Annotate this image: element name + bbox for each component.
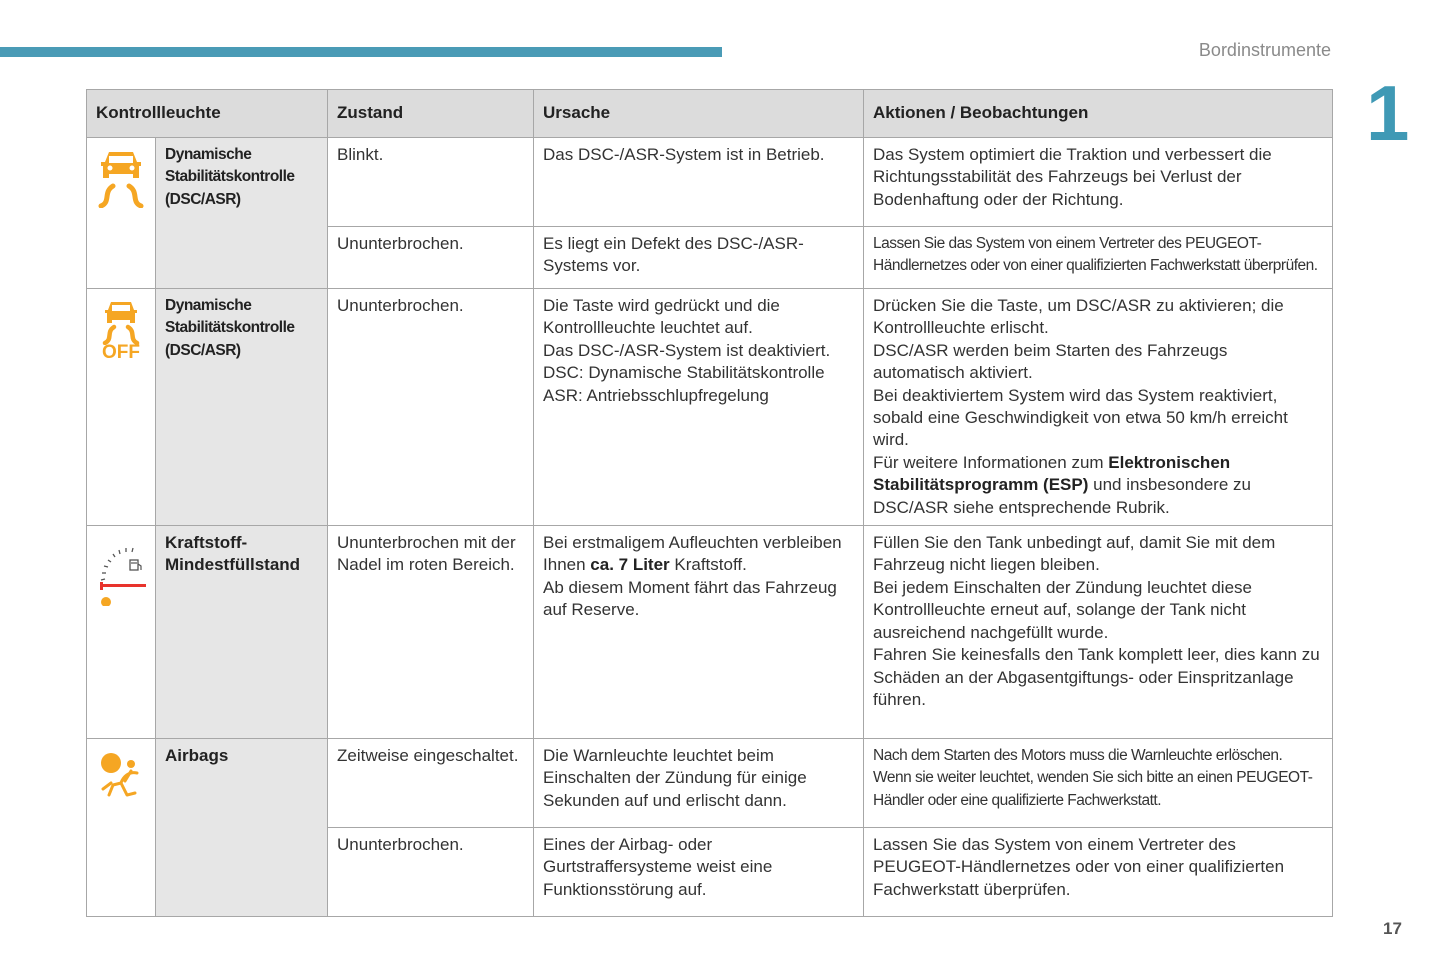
zustand-cell: Ununterbrochen. — [328, 289, 534, 526]
icon-cell — [87, 526, 156, 739]
zustand-cell: Ununterbrochen. — [328, 828, 534, 917]
ursache-bold-text: ca. 7 Liter — [590, 555, 670, 575]
aktion-cell: Lassen Sie das System von einem Vertreter des PEUGEOT-Händlernetzes oder von einer qualifizierten Fachwerkstatt überprüfen. — [864, 227, 1333, 289]
aktion-text: Drücken Sie die Taste, um DSC/ASR zu aktivieren; die Kontrollleuchte erlischt. DSC/ASR werden beim Starten des Fahrzeugs automatisch aktiviert. Bei deaktiviertem System wird das System reaktiviert, sobald eine Geschwindigkeit von etwa 50 km/h erreicht wird. Für weitere Informationen zum — [873, 296, 1288, 472]
zustand-cell: Ununterbrochen mit der Nadel im roten Bereich. — [328, 526, 534, 739]
chapter-number: 1 — [1366, 69, 1410, 157]
zustand-cell: Ununterbrochen. — [328, 227, 534, 289]
aktion-cell: Nach dem Starten des Motors muss die Warnleuchte erlöschen. Wenn sie weiter leuchtet, wenden Sie sich bitte an einen PEUGEOT-Händler oder eine qualifizierte Fachwerkstatt. — [864, 739, 1333, 828]
skid-car-off-icon — [95, 299, 147, 345]
aktion-bold-text: Elektronischen Stabilitätsprogramm (ESP) — [873, 452, 1231, 495]
warning-name: Airbags — [156, 739, 328, 917]
zustand-cell: Blinkt. — [328, 138, 534, 227]
ursache-text: Bei erstmaligem Aufleuchten verbleiben Ihnen — [543, 533, 842, 575]
aktion-cell: Füllen Sie den Tank unbedingt auf, damit Sie mit dem Fahrzeug nicht liegen bleiben. Bei jedem Einschalten der Zündung leuchtet diese Kontrollleuchte erneut auf, solange der Tank nicht ausreichend nachgefüllt wurde. Fahren Sie keinesfalls den Tank komplett leer, dies kann zu Schäden an der Abgasentgiftungs- oder Einspritzanlage führen. — [864, 526, 1333, 739]
ursache-cell: Eines der Airbag- oder Gurtstraffersysteme weist eine Funktionsstörung auf. — [534, 828, 864, 917]
fuel-gauge-icon — [93, 536, 149, 606]
table-header-row — [87, 90, 1333, 138]
warning-name: Dynamische Stabilitätskontrolle (DSC/ASR) — [156, 289, 328, 526]
aktion-cell: Lassen Sie das System von einem Vertreter des PEUGEOT-Händlernetzes oder von einer qualifizierten Fachwerkstatt überprüfen. — [864, 828, 1333, 917]
header-kontrollleuchte: Kontrollleuchte — [87, 90, 328, 138]
ursache-cell: Die Taste wird gedrückt und die Kontrollleuchte leuchtet auf. Das DSC-/ASR-System ist deaktiviert. DSC: Dynamische Stabilitätskontrolle ASR: Antriebsschlupfregelung — [534, 289, 864, 526]
section-title: Bordinstrumente — [1198, 40, 1331, 60]
airbag-icon — [95, 749, 147, 799]
icon-cell — [87, 289, 156, 526]
ursache-cell: Das DSC-/ASR-System ist in Betrieb. — [534, 138, 864, 227]
ursache-cell: Es liegt ein Defekt des DSC-/ASR-Systems vor. — [534, 227, 864, 289]
zustand-cell: Zeitweise eingeschaltet. — [328, 739, 534, 828]
table-row — [87, 138, 1333, 227]
header-accent-bar — [0, 47, 722, 57]
warning-lights-table — [86, 89, 1333, 917]
header-aktionen: Aktionen / Beobachtungen — [864, 90, 1333, 138]
table-row — [87, 289, 1333, 526]
aktion-text: und insbesondere zu DSC/ASR siehe entsprechende Rubrik. — [873, 475, 1251, 517]
ursache-text: Kraftstoff. Ab diesem Moment fährt das Fahrzeug auf Reserve. — [543, 555, 837, 620]
ursache-cell — [534, 526, 864, 739]
skid-car-icon — [95, 148, 147, 208]
warning-name: Dynamische Stabilitätskontrolle (DSC/ASR) — [156, 138, 328, 289]
header-ursache: Ursache — [534, 90, 864, 138]
table-row — [87, 526, 1333, 739]
aktion-cell — [864, 289, 1333, 526]
page-number: 17 — [1383, 919, 1402, 938]
off-label: OFF — [102, 342, 140, 363]
table-row — [87, 739, 1333, 828]
icon-cell — [87, 739, 156, 917]
aktion-cell: Das System optimiert die Traktion und verbessert die Richtungsstabilität des Fahrzeugs bei Verlust der Bodenhaftung oder der Richtung. — [864, 138, 1333, 227]
warning-name: Kraftstoff-Mindestfüllstand — [156, 526, 328, 739]
ursache-cell: Die Warnleuchte leuchtet beim Einschalten der Zündung für einige Sekunden auf und erlischt dann. — [534, 739, 864, 828]
header-zustand: Zustand — [328, 90, 534, 138]
icon-cell — [87, 138, 156, 289]
